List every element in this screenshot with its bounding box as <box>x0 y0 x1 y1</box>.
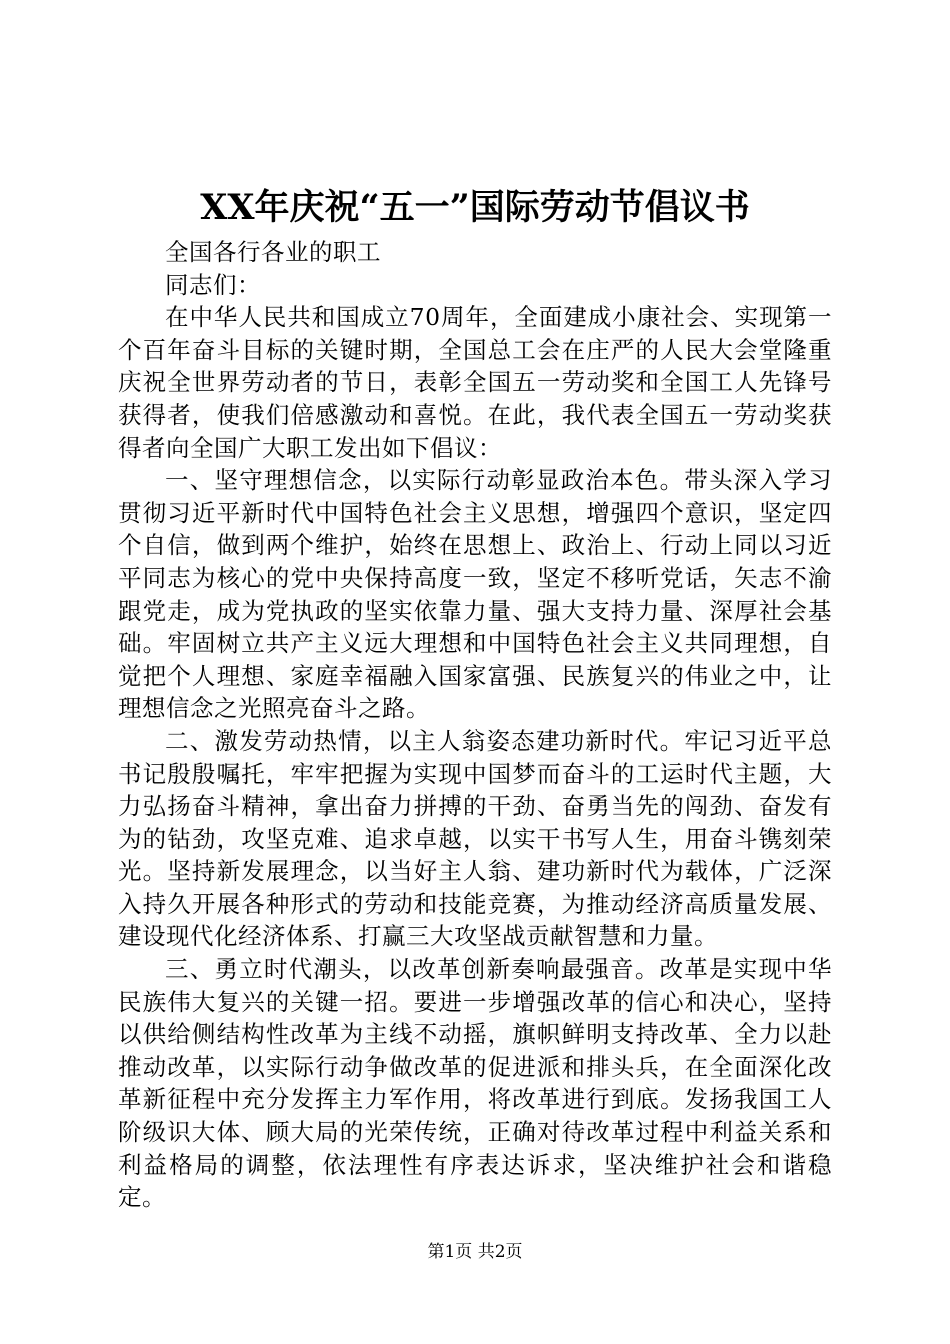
paragraph-proposal-1: 一、坚守理想信念，以实际行动彰显政治本色。带头深入学习贯彻习近平新时代中国特色社会主义思想，增强四个意识，坚定四个自信，做到两个维护，始终在思想上、政治上、行动上同以习近平同志为核心的党中央保持高度一致，坚定不移听党话，矢志不渝跟党走，成为党执政的坚实依靠力量、强大支持力量、深厚社会基础。牢固树立共产主义远大理想和中国特色社会主义共同理想，自觉把个人理想、家庭幸福融入国家富强、民族复兴的伟业之中，让理想信念之光照亮奋斗之路。 <box>118 466 832 723</box>
document-title: XX年庆祝“五一”国际劳动节倡议书 <box>200 187 750 228</box>
paragraph-proposal-2: 二、激发劳动热情，以主人翁姿态建功新时代。牢记习近平总书记殷殷嘱托，牢牢把握为实现中国梦而奋斗的工运时代主题，大力弘扬奋斗精神，拿出奋力拼搏的干劲、奋勇当先的闯劲、奋发有为的钻劲，攻坚克难、追求卓越，以实干书写人生，用奋斗镌刻荣光。坚持新发展理念，以当好主人翁、建功新时代为载体，广泛深入持久开展各种形式的劳动和技能竞赛，为推动经济高质量发展、建设现代化经济体系、打赢三大攻坚战贡献智慧和力量。 <box>118 726 832 951</box>
document-body <box>118 236 832 1214</box>
paragraph-intro: 在中华人民共和国成立70周年，全面建成小康社会、实现第一个百年奋斗目标的关键时期，全国总工会在庄严的人民大会堂隆重庆祝全世界劳动者的节日，表彰全国五一劳动奖和全国工人先锋号获得者，使我们倍感激动和喜悦。在此，我代表全国五一劳动奖获得者向全国广大职工发出如下倡议： <box>118 303 832 462</box>
page-footer: 第1页 共2页 <box>427 1242 523 1262</box>
paragraph-proposal-3: 三、勇立时代潮头，以改革创新奏响最强音。改革是实现中华民族伟大复兴的关键一招。要进一步增强改革的信心和决心，坚持以供给侧结构性改革为主线不动摇，旗帜鲜明支持改革、全力以赴推动改革，以实际行动争做改革的促进派和排头兵，在全面深化改革新征程中充分发挥主力军作用，将改革进行到底。发扬我国工人阶级识大体、顾大局的光荣传统，正确对待改革过程中利益关系和利益格局的调整，依法理性有序表达诉求，坚决维护社会和谐稳定。 <box>118 955 832 1212</box>
greeting: 同志们： <box>165 270 261 299</box>
salutation: 全国各行各业的职工 <box>165 238 381 266</box>
